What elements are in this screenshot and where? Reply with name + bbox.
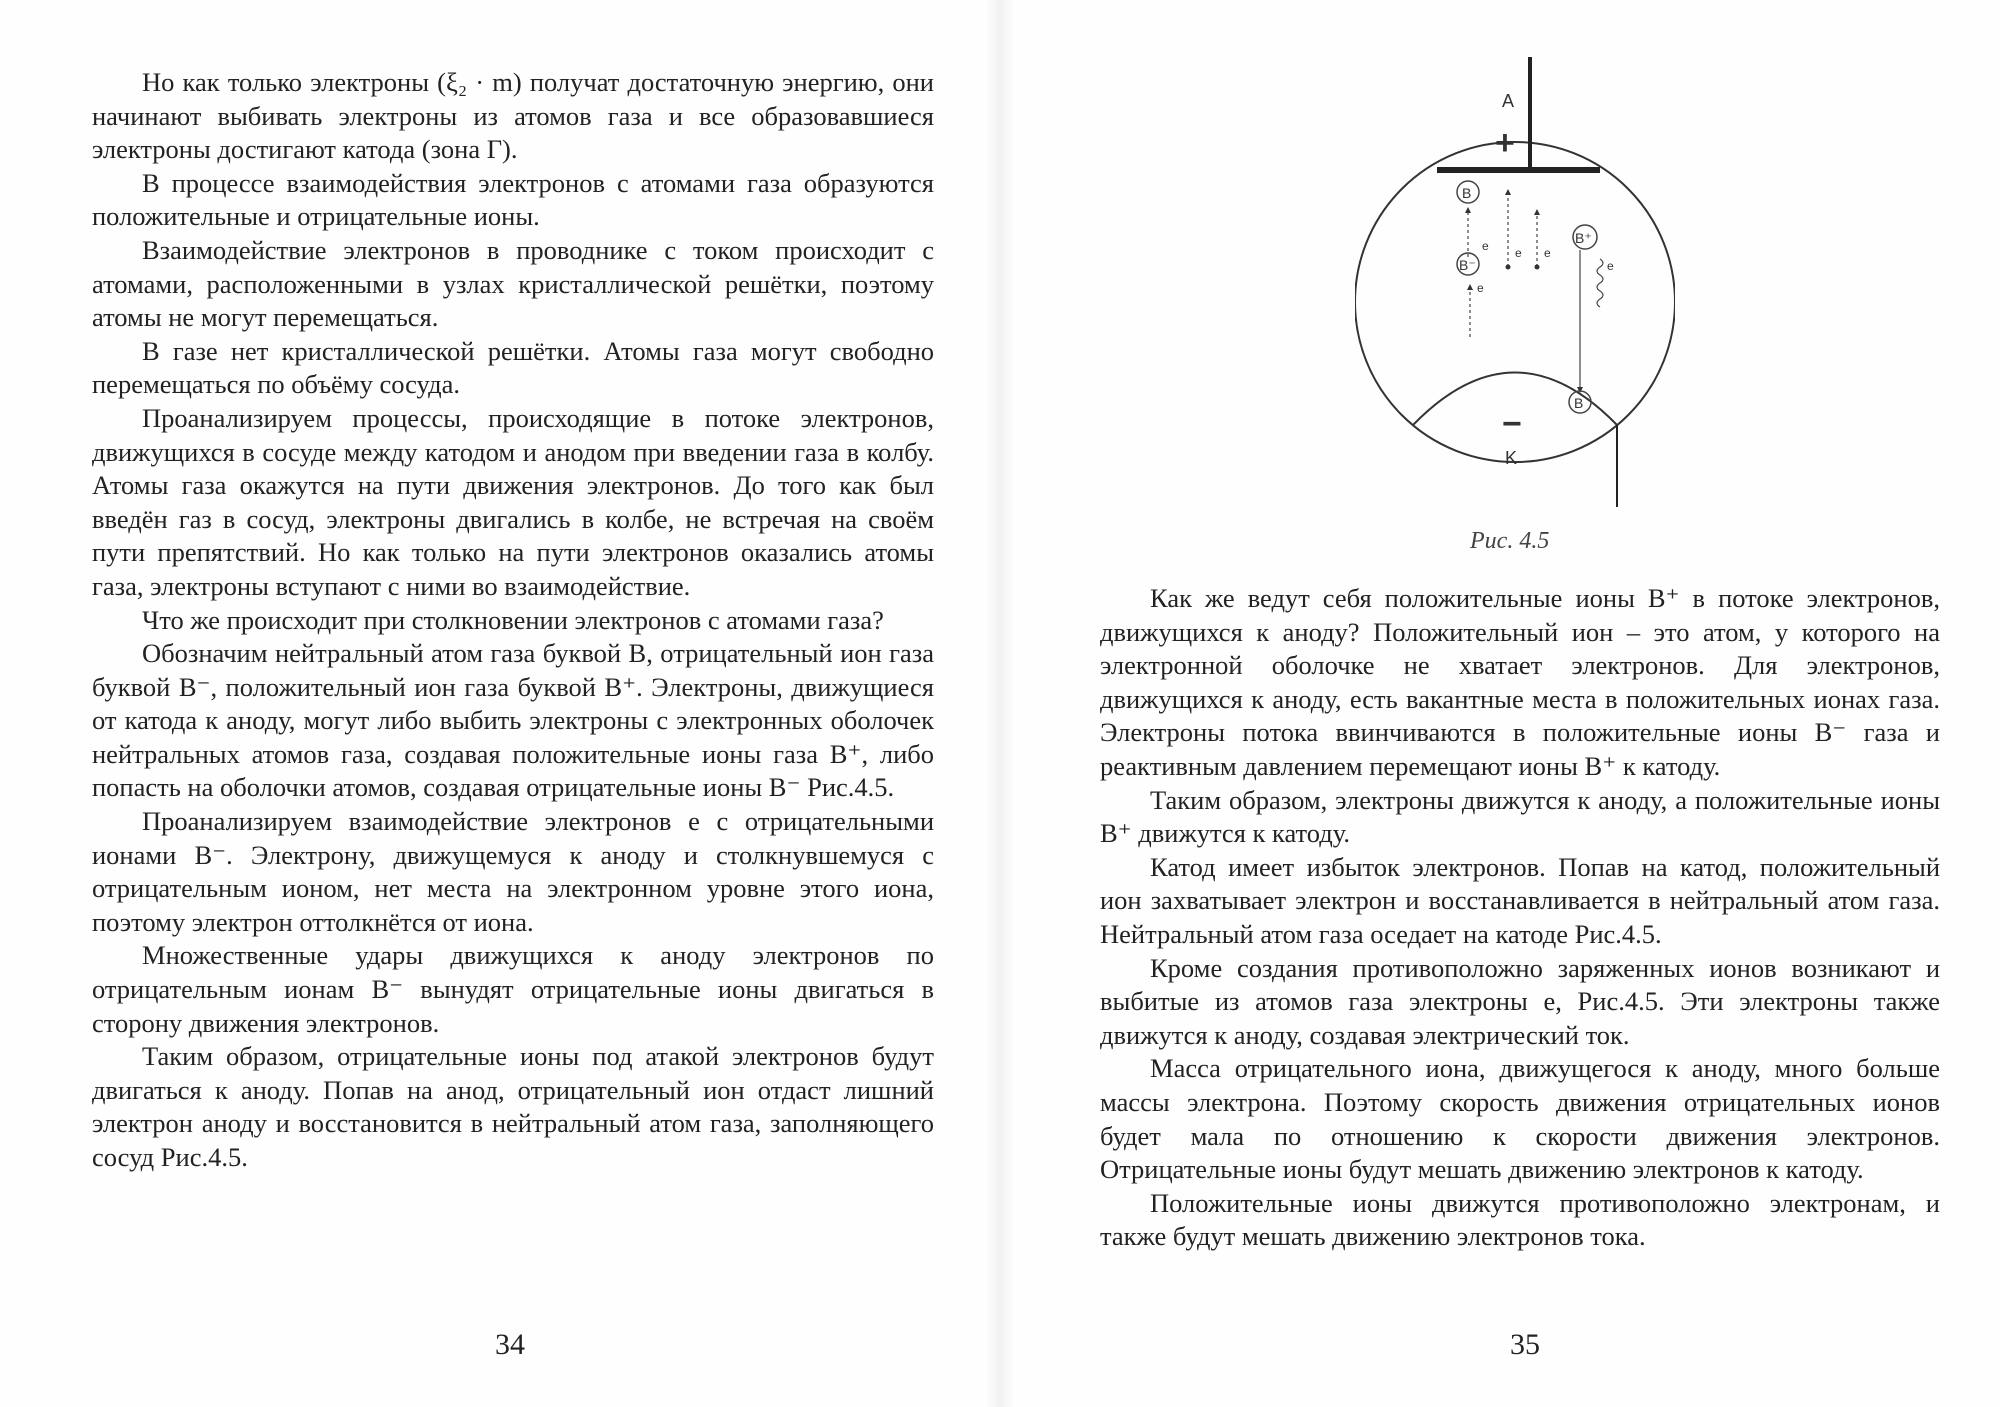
anode-label: A <box>1502 91 1515 111</box>
paragraph: Таким образом, отрицательные ионы под атакой электронов будут двигаться к аноду. Попав на анод, отрицательный ион отдаст лишний электрон аноду и восстановится в нейтральный атом газа, заполняющего сосуд Рис.4.5. <box>92 1041 934 1172</box>
paragraph: Но как только электроны (ξ₂ · m) получат достаточную энергию, они начинают выбивать электроны из атомов газа и все образовавшиеся электроны достигают катода (зона Г). <box>92 67 934 165</box>
paragraph: Катод имеет избыток электронов. Попав на катод, положительный ион захватывает электрон и восстанавливается в нейтральный атом газа. Нейтральный атом газа оседает на катоде Рис.4.5. <box>1100 851 1940 949</box>
electron-label: e <box>1544 246 1551 260</box>
figure-4-5 <box>1355 52 1675 512</box>
plus-sign: + <box>1495 124 1515 162</box>
screw-electron-path <box>1597 259 1603 307</box>
paragraph: Таким образом, электроны движутся к аноду, а положительные ионы B⁺ движутся к катоду. <box>1100 784 1940 849</box>
page-number: 35 <box>1510 1328 1540 1361</box>
paragraph: В газе нет кристаллической решётки. Атомы газа могут свободно перемещаться по объёму сосуда. <box>92 335 934 400</box>
paragraph: Что же происходит при столкновении электронов с атомами газа? <box>142 604 884 635</box>
electron-label: e <box>1477 281 1484 295</box>
electron-dot <box>1506 265 1511 270</box>
paragraph: В процессе взаимодействия электронов с атомами газа образуются положительные и отрицательные ионы. <box>92 167 934 232</box>
neg-ion-label: B⁻ <box>1459 257 1476 273</box>
paragraph: Как же ведут себя положительные ионы B⁺ в потоке электронов, движущихся к аноду? Положительный ион – это атом, у которого на электронной оболочке не хватает электронов. Для электронов, движущихся к аноду, есть вакантные места в положительных ионах газа. Электроны потока ввинчиваются в положительные ионы B⁻ газа и реактивным давлением перемещают ионы B⁺ к катоду. <box>1100 583 1940 781</box>
pos-ion-label: B⁺ <box>1575 230 1592 246</box>
paragraph: Проанализируем процессы, происходящие в потоке электронов, движущихся в сосуде между катодом и анодом при введении газа в колбу. Атомы газа окажутся на пути движения электронов. До того как был введён газ в сосуд, электроны двигались в колбе, не встречая на своём пути препятствий. Но как только на пути электронов оказались атомы газа, электроны вступают с ними во взаимодействие. <box>92 402 934 601</box>
electron-label: e <box>1482 239 1489 253</box>
figure-caption: Рис. 4.5 <box>1470 528 1550 554</box>
paragraph: Взаимодействие электронов в проводнике с током происходит с атомами, расположенными в узлах кристаллической решётки, поэтому атомы не могут перемещаться. <box>92 234 934 333</box>
left-text-column <box>92 66 934 1175</box>
electron-label: e <box>1515 246 1522 260</box>
atom-label: B <box>1574 395 1584 411</box>
paragraph: Положительные ионы движутся противоположно электронам, и также будут мешать движению электронов тока. <box>1100 1187 1940 1252</box>
paragraph: Кроме создания противоположно заряженных ионов возникают и выбитые из атомов газа электроны e, Рис.4.5. Эти электроны также движутся к аноду, создавая электрический ток. <box>1100 952 1940 1050</box>
minus-sign: − <box>1502 405 1522 443</box>
cathode-label: K <box>1505 448 1518 468</box>
electron-label: e <box>1607 259 1614 273</box>
paragraph: Обозначим нейтральный атом газа буквой B, отрицательный ион газа буквой B⁻, положительный ион газа буквой B⁺. Электроны, движущиеся от катода к аноду, могут либо выбить электроны с электронных оболочек нейтральных атомов газа, создавая положительные ионы газа B⁺, либо попасть на оболочки атомов, создавая отрицательные ионы B⁻ Рис.4.5. <box>92 638 934 803</box>
right-text-column <box>1100 582 1940 1254</box>
paragraph: Проанализируем взаимодействие электронов e с отрицательными ионами B⁻. Электрону, движущемуся к аноду и столкнувшемуся с отрицательным ионом, нет места на электронном уровне этого иона, поэтому электрон оттолкнётся от иона. <box>92 806 934 937</box>
paragraph: Множественные удары движущихся к аноду электронов по отрицательным ионам B⁻ вынудят отрицательные ионы двигаться в сторону движения электронов. <box>92 940 934 1038</box>
electron-dot <box>1535 265 1540 270</box>
page-number: 34 <box>495 1328 525 1361</box>
atom-label: B <box>1462 185 1472 201</box>
gas-discharge-diagram <box>1355 52 1675 512</box>
paragraph: Масса отрицательного иона, движущегося к аноду, много больше массы электрона. Поэтому скорость движения отрицательных ионов будет мала по отношению к скорости движения электронов. Отрицательные ионы будут мешать движению электронов к катоду. <box>1100 1053 1940 1185</box>
right-page <box>1000 0 2000 1407</box>
